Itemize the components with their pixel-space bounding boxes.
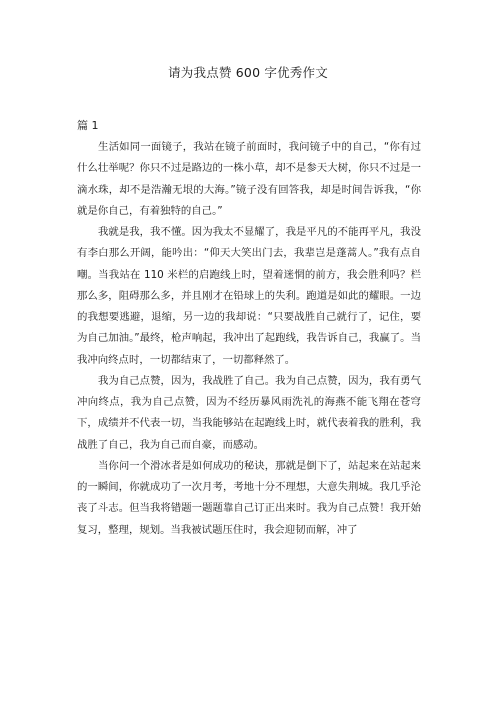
document-title: 请为我点赞 600 字优秀作文 xyxy=(168,65,328,80)
paragraph-3: 我为自己点赞，因为，我战胜了自己。我为自己点赞，因为，我有勇气冲向终点，我为自己点赞，因为不经历暴风雨洗礼的海燕不能飞翔在苍穹下，成绩并不代表一切，当我能够站在起跑线上时，就代表着我的胜利，我战胜了自己，我为自己而自豪，而感动。 xyxy=(77,374,421,451)
document-body xyxy=(77,137,421,541)
section-heading: 篇 1 xyxy=(77,119,99,132)
paragraph-4: 当你问一个滑冰者是如何成功的秘诀，那就是倒下了，站起来在站起来的一瞬间，你就成功了一次月考，考地十分不理想，大意失荆城。我几乎沦丧了斗志。但当我将错题一题题靠自己订正出来时。我为自己点赞！我开始复习，整理，规划。当我被试题压住时，我会迎韧而解，冲了 xyxy=(77,459,421,536)
paragraph-1: 生活如同一面镜子，我站在镜子前面时，我问镜子中的自己，“你有过什么壮举呢？你只不过是路边的一株小草，却不是参天大树，你只不过是一滴水珠，却不是浩瀚无垠的大海。”镜子没有回答我，却是时间告诉我，“你就是你自己，有着独特的自己。” xyxy=(77,141,421,217)
paragraph-2: 我就是我，我不懂。因为我太不显耀了，我是平凡的不能再平凡，我没有李白那么开阔，能吟出：“仰天大笑出门去，我辈岂是蓬蒿人。”我有点自嘲。当我站在 110 米栏的启跑线上时，望着迷惘的前方，我会胜利吗？栏那么多，阻碍那么多，并且刚才在铅球上的失利。跑道是如此的耀眼。一边的我想要逃避，退缩，另一边的我却说：“只要战胜自己就行了，记住，要为自己加油。”最终，枪声响起，我冲出了起跑线，我告诉自己，我赢了。当我冲向终点时，一切都结束了，一切都释然了。 xyxy=(77,226,421,366)
